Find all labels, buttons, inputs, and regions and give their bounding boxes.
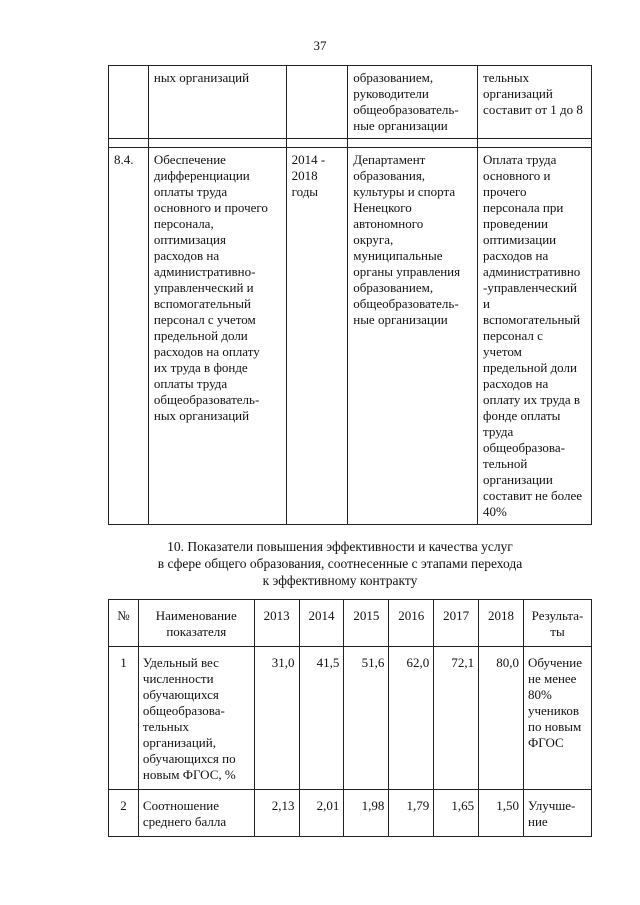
cell-value: 51,6 — [344, 647, 389, 790]
cell-value: 72,1 — [434, 647, 479, 790]
cell-responsible: образованием, руководители общеобразователь- ные организации — [348, 66, 478, 139]
cell-period: 2014 - 2018 годы — [286, 148, 348, 525]
indicators-table — [108, 599, 592, 837]
cell-num: 2 — [109, 790, 139, 837]
cell-num — [109, 66, 149, 139]
cell-period — [286, 66, 348, 139]
row-gap — [109, 139, 592, 148]
cell-value: 1,50 — [479, 790, 524, 837]
header-year: 2018 — [479, 600, 524, 647]
cell-value: 1,98 — [344, 790, 389, 837]
cell-measure: ных организаций — [148, 66, 286, 139]
cell-num: 1 — [109, 647, 139, 790]
cell-name: Соотношение среднего балла — [138, 790, 254, 837]
section-title: 10. Показатели повышения эффективности и качества услуг в сфере общего образования, соотнесенные с этапами перехода к эффективному контракту — [157, 539, 523, 588]
cell-value: 2,13 — [254, 790, 299, 837]
table-row — [109, 66, 592, 139]
table-row — [109, 790, 592, 837]
table-row — [109, 148, 592, 525]
table-row — [109, 647, 592, 790]
header-num: № — [109, 600, 139, 647]
cell-value: 31,0 — [254, 647, 299, 790]
cell-name: Удельный вес численности обучающихся общеобразова- тельных организаций, обучающихся по новым ФГОС, % — [138, 647, 254, 790]
header-results: Результа- ты — [523, 600, 591, 647]
cell-value: 2,01 — [299, 790, 344, 837]
cell-value: 1,79 — [389, 790, 434, 837]
cell-value: 41,5 — [299, 647, 344, 790]
measures-table — [108, 65, 592, 525]
cell-measure: Обеспечение дифференциации оплаты труда основного и прочего персонала, оптимизация расходов на административно- управленческий и вспомогательный персонал с учетом предельной доли расходов на оплату их труда в фонде оплаты труда общеобразователь- ных организаций — [148, 148, 286, 525]
cell-result: тельных организаций составит от 1 до 8 — [478, 66, 592, 139]
cell-result: Улучше- ние — [523, 790, 591, 837]
cell-responsible: Департамент образования, культуры и спорта Ненецкого автономного округа, муниципальные органы управления образованием, общеобразователь- ные организации — [348, 148, 478, 525]
header-year: 2016 — [389, 600, 434, 647]
header-name: Наименование показателя — [138, 600, 254, 647]
cell-value: 80,0 — [479, 647, 524, 790]
header-year: 2015 — [344, 600, 389, 647]
page-number: 37 — [313, 38, 327, 53]
header-year: 2014 — [299, 600, 344, 647]
header-year: 2013 — [254, 600, 299, 647]
cell-num: 8.4. — [109, 148, 149, 525]
cell-value: 62,0 — [389, 647, 434, 790]
cell-result: Оплата труда основного и прочего персонала при проведении оптимизации расходов на административно -управленческий и вспомогательный персонал с учетом предельной доли расходов на оплату их труда в фонде оплаты труда общеобразова- тельной организации составит не более 40% — [478, 148, 592, 525]
header-year: 2017 — [434, 600, 479, 647]
cell-result: Обучение не менее 80% учеников по новым ФГОС — [523, 647, 591, 790]
cell-value: 1,65 — [434, 790, 479, 837]
table-header-row — [109, 600, 592, 647]
